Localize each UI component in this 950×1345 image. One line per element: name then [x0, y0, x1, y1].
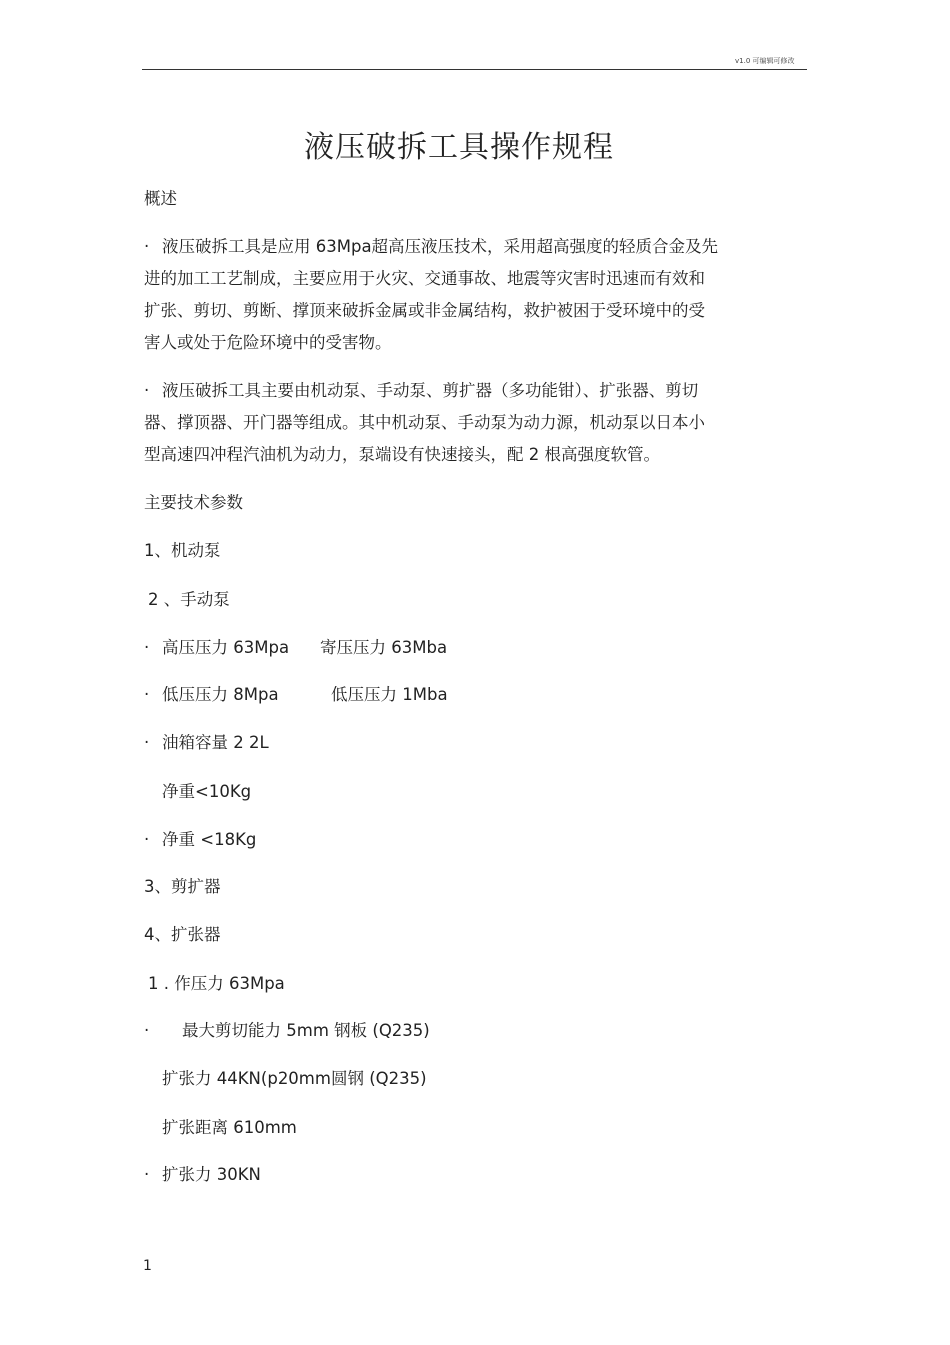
- overview-heading: 概述: [144, 189, 177, 208]
- para2-line3: 型高速四冲程汽油机为动力，泵端设有快速接头，配 2 根高强度软管。: [144, 445, 660, 464]
- sub-expand-force2-text: 扩张力 30KN: [162, 1165, 261, 1184]
- para2-line1: [144, 381, 698, 401]
- sub-max-cut: [144, 1021, 430, 1041]
- spec-net-weight-1: 净重<10Kg: [162, 782, 252, 801]
- bullet: ·: [144, 1021, 150, 1040]
- sub-expand-distance: 扩张距离 610mm: [162, 1118, 297, 1137]
- para1-text-1: 液压破拆工具是应用 63Mpa超高压液压技术，采用超高强度的轻质合金及先: [162, 237, 719, 256]
- header-rule: [142, 69, 807, 70]
- spec-high-pressure: [144, 638, 289, 658]
- spec-net2-text: 净重 <18Kg: [162, 830, 257, 849]
- bullet: ·: [144, 830, 150, 849]
- item-shear-expander: 3、剪扩器: [144, 877, 221, 896]
- para1-line4: 害人或处于危险环境中的受害物。: [144, 333, 392, 352]
- bullet: ·: [144, 733, 150, 752]
- spec-low-left: 低压压力 8Mpa: [162, 685, 279, 704]
- sub-cut-text: 最大剪切能力 5mm 钢板 (Q235): [182, 1021, 430, 1040]
- spec-high-right: 寄压压力 63Mba: [320, 638, 448, 657]
- para2-text-1: 液压破拆工具主要由机动泵、手动泵、剪扩器（多功能钳）、扩张器、剪切: [162, 381, 699, 400]
- bullet: ·: [144, 685, 150, 704]
- header-version-note: v1.0 可编辑可修改: [735, 57, 795, 65]
- bullet: ·: [144, 638, 150, 657]
- para2-line2: 器、撑顶器、开门器等组成。其中机动泵、手动泵为动力源，机动泵以日本小: [144, 413, 705, 432]
- spec-low-right: 低压压力 1Mba: [331, 685, 448, 704]
- para1-line2: 进的加工工艺制成，主要应用于火灾、交通事故、地震等灾害时迅速而有效和: [144, 269, 705, 288]
- spec-low-pressure: [144, 685, 279, 705]
- document-title: 液压破拆工具操作规程: [304, 130, 614, 165]
- spec-tank-text: 油箱容量 2 2L: [162, 733, 269, 752]
- params-heading: 主要技术参数: [144, 493, 243, 512]
- bullet: ·: [144, 237, 150, 256]
- para1-line1: [144, 237, 718, 257]
- sub-working-pressure: 1 . 作压力 63Mpa: [148, 974, 285, 993]
- sub-expand-force: 扩张力 44KN(p20mm圆钢 (Q235): [162, 1069, 427, 1088]
- item-expander: 4、扩张器: [144, 925, 221, 944]
- spec-net-weight-2: [144, 830, 256, 850]
- spec-oil-tank: [144, 733, 269, 753]
- spec-high-left: 高压压力 63Mpa: [162, 638, 290, 657]
- bullet: ·: [144, 381, 150, 400]
- sub-expand-force-2: [144, 1165, 261, 1185]
- item-hand-pump: 2 、手动泵: [148, 590, 230, 609]
- para1-line3: 扩张、剪切、剪断、撑顶来破拆金属或非金属结构，救护被困于受环境中的受: [144, 301, 705, 320]
- page-number: 1: [143, 1258, 152, 1274]
- item-motor-pump: 1、机动泵: [144, 541, 221, 560]
- bullet: ·: [144, 1165, 150, 1184]
